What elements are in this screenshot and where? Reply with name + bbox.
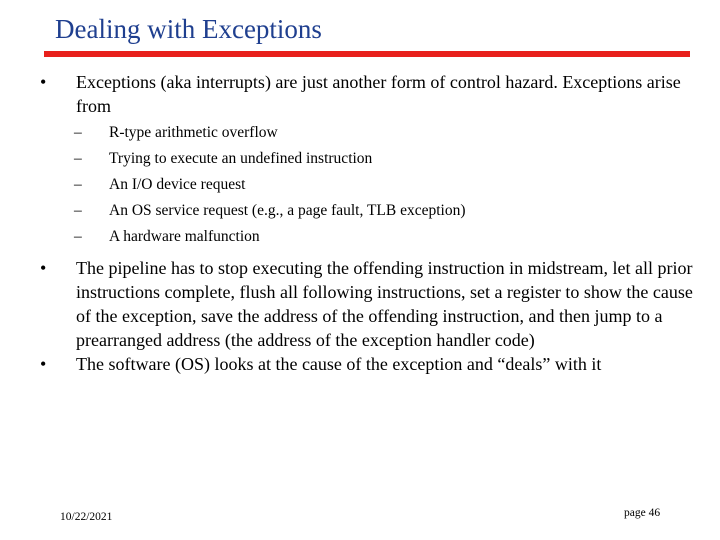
- slide-title: Dealing with Exceptions: [55, 14, 322, 44]
- bullet-mark: •: [40, 258, 47, 278]
- bullet-text: The pipeline has to stop executing the offending instruction in midstream, let all prior instructions complete, flush all following instructions, set a register to show the cause of the exception, save the address of the offending instruction, and then jump to a prearranged address (the address of the exception handler code): [76, 258, 693, 350]
- sub-item-text: R-type arithmetic overflow: [109, 124, 278, 141]
- footer-date: 10/22/2021: [60, 511, 113, 523]
- title-divider: [44, 51, 690, 57]
- bullet-mark: •: [40, 72, 47, 92]
- dash-mark: –: [74, 176, 82, 193]
- dash-mark: –: [74, 228, 82, 245]
- bullet-item: [34, 352, 694, 376]
- dash-mark: –: [74, 124, 82, 141]
- sub-item-text: Trying to execute an undefined instruction: [109, 150, 373, 167]
- sub-item: [34, 146, 694, 172]
- bullet-text: The software (OS) looks at the cause of the exception and “deals” with it: [76, 354, 602, 374]
- dash-mark: –: [74, 202, 82, 219]
- sub-list: [34, 120, 694, 250]
- bullet-item: [34, 256, 694, 352]
- bullet-item: [34, 70, 694, 118]
- page-number: page 46: [624, 507, 661, 519]
- sub-item: [34, 120, 694, 146]
- sub-item-text: An OS service request (e.g., a page fault, TLB exception): [109, 202, 466, 219]
- bullet-mark: •: [40, 354, 47, 374]
- sub-item-text: An I/O device request: [109, 176, 246, 193]
- sub-item: [34, 224, 694, 250]
- slide-body: [34, 70, 694, 376]
- bullet-text: Exceptions (aka interrupts) are just another form of control hazard. Exceptions arise from: [76, 72, 681, 116]
- dash-mark: –: [74, 150, 82, 167]
- sub-item-text: A hardware malfunction: [109, 228, 260, 245]
- sub-item: [34, 198, 694, 224]
- sub-item: [34, 172, 694, 198]
